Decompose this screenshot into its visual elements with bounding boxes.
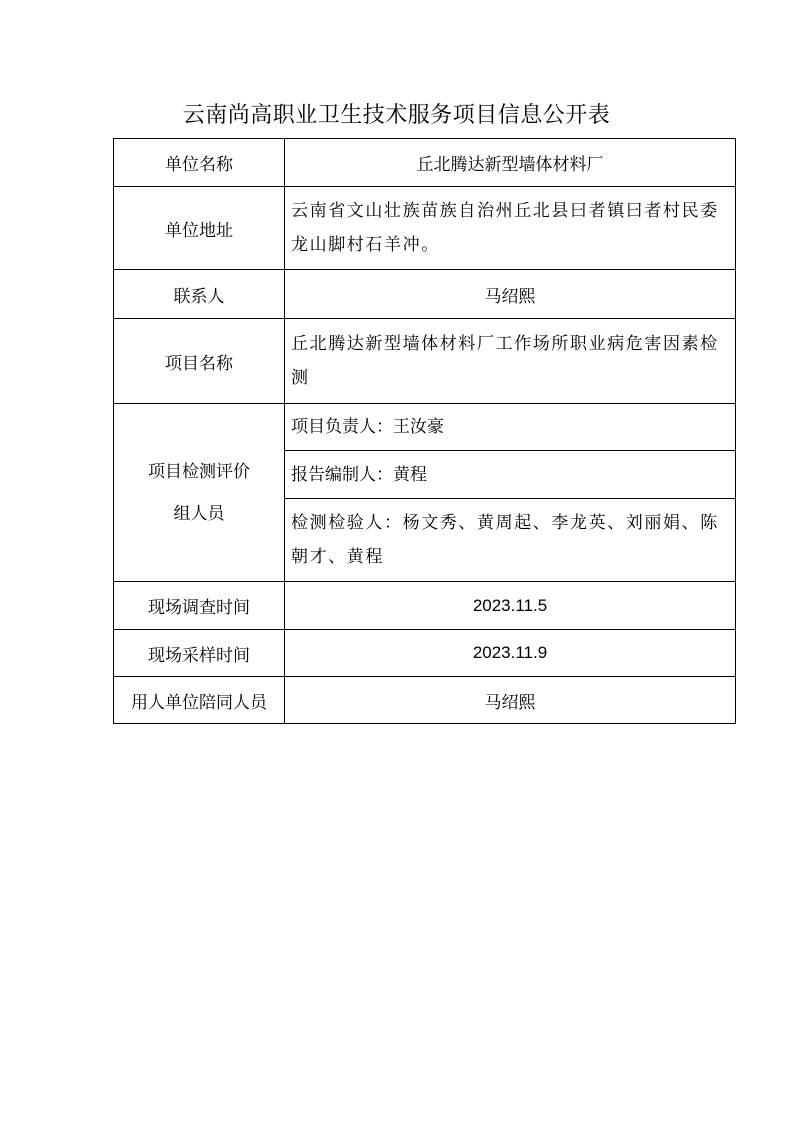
- info-table: [113, 138, 736, 724]
- row-sampling-time: [114, 630, 736, 677]
- document-title: 云南尚高职业卫生技术服务项目信息公开表: [182, 103, 611, 128]
- row-project-name: [114, 319, 736, 404]
- accompany-label: 用人单位陪同人员: [114, 677, 285, 724]
- row-unit-name: [114, 139, 736, 187]
- sampling-time-value: 2023.11.9: [285, 630, 736, 677]
- inspectors-value: 检测检验人：杨文秀、黄周起、李龙英、刘丽娟、陈朝才、黄程: [285, 499, 736, 582]
- team-label-text: [148, 451, 250, 535]
- team-leader-value: 项目负责人：王汝豪: [285, 404, 736, 451]
- row-team-leader: [114, 404, 736, 451]
- contact-value: 马绍熙: [285, 270, 736, 319]
- row-survey-time: [114, 582, 736, 630]
- contact-label: 联系人: [114, 270, 285, 319]
- team-label-line1: 项目检测评价: [148, 461, 250, 481]
- row-unit-address: [114, 187, 736, 270]
- team-label: [114, 404, 285, 582]
- unit-name-label: 单位名称: [114, 139, 285, 187]
- row-contact: [114, 270, 736, 319]
- unit-address-label: 单位地址: [114, 187, 285, 270]
- row-accompany: [114, 677, 736, 724]
- survey-time-label: 现场调查时间: [114, 582, 285, 630]
- unit-name-value: 丘北腾达新型墙体材料厂: [285, 139, 736, 187]
- project-name-label: 项目名称: [114, 319, 285, 404]
- project-name-value: 丘北腾达新型墙体材料厂工作场所职业病危害因素检测: [285, 319, 736, 404]
- accompany-value: 马绍熙: [285, 677, 736, 724]
- report-writer-value: 报告编制人：黄程: [285, 451, 736, 499]
- team-label-line2: 组人员: [173, 503, 225, 523]
- sampling-time-label: 现场采样时间: [114, 630, 285, 677]
- survey-time-value: 2023.11.5: [285, 582, 736, 630]
- unit-address-value: 云南省文山壮族苗族自治州丘北县曰者镇曰者村民委龙山脚村石羊冲。: [285, 187, 736, 270]
